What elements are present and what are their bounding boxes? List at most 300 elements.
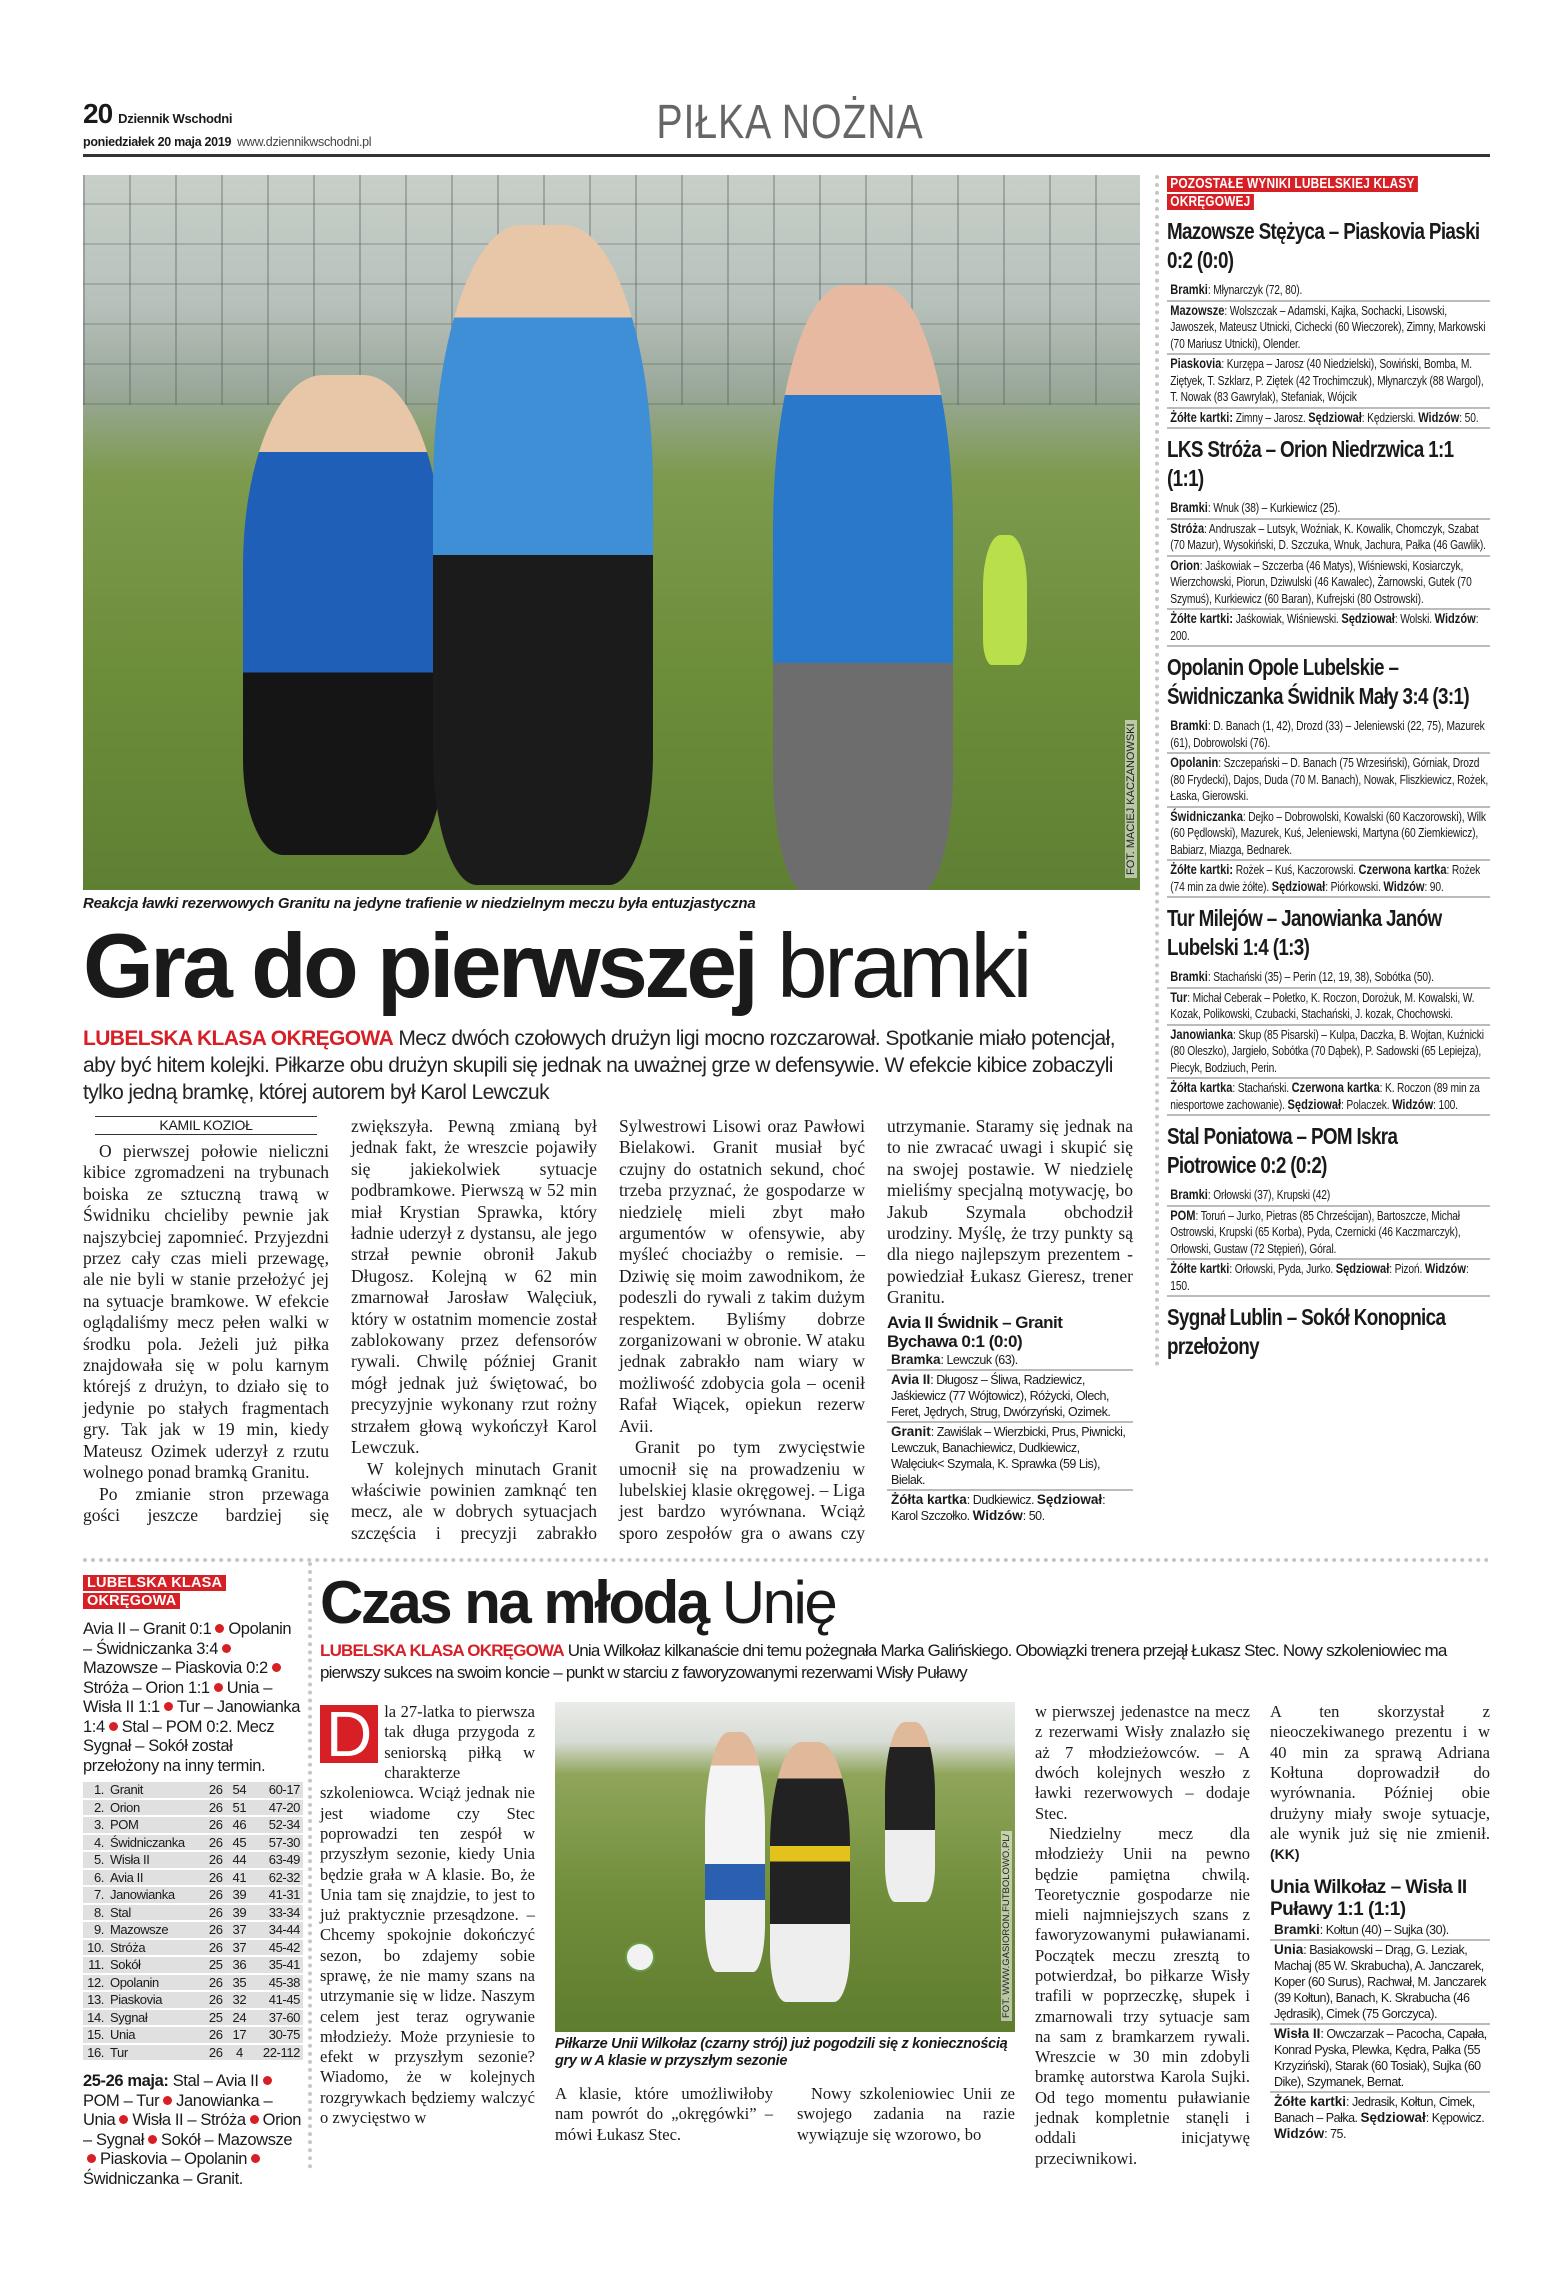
- detail-label: Widzów: [1383, 878, 1425, 894]
- bullet-dot-icon: [251, 2154, 260, 2163]
- headline-light: Unię: [707, 1569, 836, 1637]
- table-cell: Stal: [107, 1905, 204, 1921]
- match-detail-row: [1270, 1941, 1490, 2025]
- article2-headline: [320, 1568, 1490, 1638]
- fixtures-list: [83, 2072, 303, 2189]
- table-cell: 47-20: [251, 1800, 303, 1816]
- detail-text: Zimny – Jarosz.: [1233, 410, 1309, 425]
- bullet-dot-icon: [87, 2154, 96, 2163]
- match-title: Mazowsze Stężyca – Piaskovia Piaski 0:2 (0:0): [1167, 218, 1480, 273]
- detail-text: : Kędzierski.: [1361, 410, 1419, 425]
- table-cell: 35: [228, 1975, 252, 1991]
- detail-text: : Basiakowski – Drąg, G. Leziak, Machaj (85 W. Skrabucha), A. Janczarek, Koper (60 Surus), Rachwał, M. Janczarek (39 Kołtun), Banach, K. Skrabucha (46 Jędrasik), Cimek (75 Gorczyca).: [1274, 1942, 1486, 2021]
- table-cell: 6.: [83, 1870, 107, 1886]
- table-row: [83, 1887, 303, 1903]
- match-detail-row: [1167, 1207, 1490, 1261]
- bullet-dot-icon: [214, 1683, 223, 1692]
- table-cell: 51: [228, 1800, 252, 1816]
- match-detail-row: [1167, 610, 1490, 647]
- photo-credit: FOT. WWW.GASIORON.FUTBOLOWO.PL/: [1001, 1831, 1012, 2021]
- photo-credit: FOT. MACIEJ KACZANOWSKI: [1125, 720, 1137, 878]
- detail-text: : 100.: [1433, 1097, 1458, 1112]
- dateline: [83, 134, 560, 150]
- detail-text: : 90.: [1424, 879, 1444, 894]
- paragraph: Nowy szkoleniowiec Unii ze swojego zadania na razie wywiązuje się wzorowo, bo: [797, 2084, 1015, 2144]
- table-row: [83, 2010, 303, 2026]
- detail-text: : Jaśkowiak – Szczerba (46 Matys), Wiśniewski, Kosiarczyk, Wierzchowski, Piorun, Dziwulski (46 Kawalec), Żarnowski, Gutek (70 Szymuś), Kurkiewicz (60 Baran), Kufrejski (80 Ostrowski).: [1170, 558, 1472, 606]
- detail-label: Świdniczanka: [1170, 808, 1243, 824]
- detail-label: Bramki: [1170, 500, 1208, 515]
- detail-text: : 50.: [1022, 1508, 1045, 1523]
- detail-label: Orion: [1170, 557, 1200, 573]
- detail-text: : Kępowicz.: [1425, 2110, 1485, 2125]
- page-number: 20: [83, 98, 113, 129]
- table-row: [83, 1957, 303, 1973]
- table-cell: 45: [228, 1835, 252, 1851]
- list-item: Świdniczanka – Granit.: [83, 2169, 243, 2188]
- detail-label: Bramka: [891, 1351, 941, 1367]
- match-detail-row: [1167, 754, 1490, 808]
- match-detail-row: [1167, 1026, 1490, 1080]
- paragraph: A ten skorzystał z nieoczekiwanego prezentu i w 40 min za sprawą Adriana Kołtuna doprowadził do wyrównania. Później obie drużyny miały swoje sytuacje, ale wynik już się nie zmienił.: [1270, 1702, 1490, 1843]
- paragraph: Po zmianie stron przewaga gości jeszcze bardziej się zwiększyła. Pewną zmianą był jednak fakt, że wreszcie pojawiły się jakiekolwiek sytuacje podbramkowe. Pierwszą w 52 min miał Krystian Sprawka, który ładnie uderzył z dystansu, ale jego strzał pewnie obronił Jakub Długosz. Kolejną w 62 min zmarnował Jarosław Walęciuk, który w ostatnim momencie został zablokowany przez defensorów rywali. Chwilę później Granit mógł jednak już świętować, bo precyzyjnie wykonany rzut rożny strzałem głową wykończył Karol Lewczuk.: [83, 1116, 597, 1525]
- table-cell: 26: [204, 1887, 228, 1903]
- detail-label: Unia: [1274, 1941, 1304, 1957]
- detail-text: : Dudkiewicz.: [966, 1492, 1037, 1507]
- article-lead: [83, 1025, 1133, 1106]
- drop-cap: D: [320, 1705, 378, 1763]
- match-title: Unia Wilkołaz – Wisła II Puławy 1:1 (1:1): [1270, 1876, 1467, 1920]
- table-cell: 13.: [83, 1992, 107, 2008]
- page-header: [83, 96, 1490, 150]
- table-cell: 17: [228, 2027, 252, 2043]
- list-item: Avia II – Granit 0:1: [83, 1620, 212, 1639]
- results-list: [83, 1620, 303, 1776]
- lead-text: Unia Wilkołaz kilkanaście dni temu pożegnała Marka Galińskiego. Obowiązki trenera przejął Łukasz Stec. Nowy szkoleniowiec ma pierwszy sukces na swoim koncie – punkt w starciu z faworyzowanymi rezerwami Wisły Puławy: [320, 1641, 1447, 1683]
- table-cell: 62-32: [251, 1870, 303, 1886]
- match-detail-row: [1270, 2093, 1490, 2143]
- detail-label: Widzów: [1424, 1261, 1466, 1276]
- bullet-dot-icon: [164, 1702, 173, 1711]
- table-cell: 3.: [83, 1817, 107, 1833]
- table-row: [83, 1782, 303, 1798]
- table-cell: 46: [228, 1817, 252, 1833]
- detail-text: : Stachański (35) – Perin (12, 19, 38), Sobótka (50).: [1207, 970, 1434, 984]
- table-cell: 15.: [83, 2027, 107, 2043]
- lead-label: LUBELSKA KLASA OKRĘGOWA: [83, 1027, 394, 1050]
- masthead: [83, 99, 560, 150]
- table-cell: 11.: [83, 1957, 107, 1973]
- table-row: [83, 2045, 303, 2061]
- detail-label: Opolanin: [1170, 755, 1219, 770]
- table-cell: Sokół: [107, 1957, 204, 1973]
- detail-label: Bramki: [1170, 718, 1208, 733]
- table-cell: 54: [228, 1782, 252, 1798]
- article-body: [83, 1116, 1133, 1544]
- detail-text: : Kołtun (40) – Sujka (30).: [1319, 1922, 1449, 1937]
- article-headline: [83, 915, 1140, 1019]
- table-cell: 25: [204, 2010, 228, 2026]
- table-cell: Stróża: [107, 1940, 204, 1956]
- paragraph: w pierwszej jedenastce na mecz z rezerwami Wisły znalazło się aż 7 młodzieżowców. – A dwóch kolejnych weszło z ławki rezerwowych – dodaje Stec.: [1035, 1702, 1250, 1823]
- main-article: [83, 175, 1140, 1544]
- table-cell: 39: [228, 1905, 252, 1921]
- table-row: [83, 1922, 303, 1938]
- paragraph: A klasie, które umożliwiłoby nam powrót do „okręgówki” – mówi Łukasz Stec.: [555, 2084, 773, 2144]
- byline: KAMIL KOZIOŁ: [95, 1116, 317, 1135]
- detail-text: : Orłowski, Pyda, Jurko.: [1229, 1262, 1336, 1276]
- detail-label: Żółte kartki: [1170, 1261, 1230, 1276]
- table-cell: 26: [204, 1817, 228, 1833]
- match-detail-row: [1167, 968, 1490, 989]
- match-detail-row: [1167, 808, 1490, 862]
- photo-caption: Piłkarze Unii Wilkołaz (czarny strój) już pogodzili się z koniecznością gry w A klasie w przyszłym sezonie: [555, 2036, 1008, 2070]
- sidebar-tag: POZOSTAŁE WYNIKI LUBELSKIEJ KLASY OKRĘGOWEJ: [1167, 176, 1418, 210]
- detail-label: Bramki: [1170, 282, 1208, 297]
- table-cell: Wisła II: [107, 1852, 204, 1868]
- detail-label: Bramki: [1170, 1187, 1208, 1202]
- detail-text: : Rożek (74 min za dwie żółte).: [1170, 863, 1481, 894]
- issue-date: poniedziałek 20 maja 2019: [83, 135, 232, 149]
- match-result-box: [1270, 1877, 1490, 2143]
- detail-label: Sędziował: [1271, 878, 1326, 894]
- table-row: [83, 1940, 303, 1956]
- lead-label: LUBELSKA KLASA OKRĘGOWA: [320, 1641, 564, 1661]
- list-item: POM – Tur: [83, 2091, 160, 2110]
- list-item: Sokół – Mazowsze: [161, 2130, 293, 2149]
- table-cell: 41: [228, 1870, 252, 1886]
- table-cell: 26: [204, 1922, 228, 1938]
- table-cell: 26: [204, 1992, 228, 2008]
- match-detail-row: [1167, 557, 1490, 611]
- table-cell: 26: [204, 1940, 228, 1956]
- bullet-dot-icon: [250, 2115, 259, 2124]
- detail-label: Sędziował: [1287, 1096, 1342, 1112]
- sidebar-match: [1167, 653, 1490, 898]
- detail-text: : Długosz – Śliwa, Radziewicz, Jaśkiewicz (77 Wójtowicz), Różycki, Olech, Feret, Jędrych, Strug, Dwórzyński, Ozimek.: [891, 1372, 1111, 1419]
- table-cell: 26: [204, 2027, 228, 2043]
- match-detail-row: [1167, 499, 1490, 520]
- table-cell: Sygnał: [107, 2010, 204, 2026]
- headline-bold: Czas na młodą: [320, 1569, 708, 1637]
- table-cell: 63-49: [251, 1852, 303, 1868]
- detail-label: Bramki: [1274, 1921, 1320, 1937]
- detail-text: : 75.: [1324, 2126, 1346, 2141]
- table-cell: 26: [204, 1905, 228, 1921]
- table-cell: Piaskovia: [107, 1992, 204, 2008]
- list-item: Unia – Wisła II 1:1: [83, 1678, 272, 1717]
- match-detail-row: [1167, 989, 1490, 1026]
- table-cell: 60-17: [251, 1782, 303, 1798]
- paragraph: Granit po tym zwycięstwie umocnił się na prowadzeniu w lubelskiej klasie okręgowej. – Liga jest bardzo wyrównana. Wciąż sporo zespołów gra o awans czy utrzymanie. Staramy się jednak na to nie zwracać uwagi i skupić się na swojej postawie. W niedzielę mieliśmy specjalną motywację, bo Jakub Szymala obchodził urodziny. Myślę, że trzy punkty są dla niego najlepszym prezentem - powiedział Łukasz Gieresz, trener Granitu.: [619, 1116, 1133, 1543]
- site-url[interactable]: www.dziennikwschodni.pl: [237, 135, 372, 149]
- list-item: Janowianka – Unia: [83, 2091, 273, 2130]
- table-cell: 25: [204, 1957, 228, 1973]
- other-results-sidebar: [1155, 175, 1490, 1367]
- bullet-dot-icon: [263, 2076, 272, 2085]
- article2-column-3: [1035, 1702, 1250, 2169]
- detail-text: : Toruń – Jurko, Pietras (85 Chrześcijan), Bartoszcze, Michał Ostrowski, Krupski (65 Korba), Pyda, Czernicki (46 Kaczmarczyk), Orłowski, Gustaw (72 Stępień), Góral.: [1170, 1208, 1461, 1256]
- table-cell: 30-75: [251, 2027, 303, 2043]
- table-cell: 4: [228, 2045, 252, 2061]
- article2-column-1: [320, 1698, 535, 2128]
- detail-text: : Jedrasik, Kołtun, Cimek, Banach – Pałka.: [1274, 2094, 1475, 2125]
- detail-label: Tur: [1170, 989, 1188, 1005]
- table-cell: Świdniczanka: [107, 1835, 204, 1851]
- detail-label: Widzów: [1418, 409, 1460, 425]
- article2-column-2b: [797, 2084, 1015, 2145]
- detail-label: Widzów: [1434, 611, 1476, 626]
- bullet-dot-icon: [148, 2135, 157, 2144]
- detail-text: : Owczarzak – Pacocha, Capała, Konrad Pyska, Plewka, Kędra, Pałka (55 Krzyziński), Starak (60 Tosiak), Sujka (60 Dike), Szymanek, Bernat.: [1274, 2026, 1487, 2089]
- detail-text: : Wolski.: [1394, 612, 1435, 626]
- table-cell: 36: [228, 1957, 252, 1973]
- list-item: Tur – Janowianka 1:4: [83, 1698, 301, 1736]
- detail-label: Bramki: [1170, 969, 1208, 984]
- table-cell: 39: [228, 1887, 252, 1903]
- detail-label: Wisła II: [1274, 2025, 1321, 2041]
- detail-label: Avia II: [891, 1371, 931, 1387]
- table-row: [83, 1905, 303, 1921]
- list-item: Piaskovia – Opolanin: [100, 2150, 248, 2169]
- detail-text: Jaśkowiak, Wiśniewski.: [1233, 612, 1342, 626]
- table-cell: 4.: [83, 1835, 107, 1851]
- list-item: Opolanin – Świdniczanka 3:4: [83, 1620, 292, 1658]
- detail-label: Żółte kartki:: [1170, 409, 1234, 425]
- detail-label: Widzów: [1274, 2125, 1325, 2141]
- table-cell: Janowianka: [107, 1887, 204, 1903]
- match-detail-row: [887, 1351, 1133, 1371]
- newspaper-name: Dziennik Wschodni: [118, 111, 233, 126]
- match-detail-row: [887, 1371, 1133, 1423]
- match-detail-row: [1167, 355, 1490, 409]
- table-cell: 26: [204, 1870, 228, 1886]
- match-detail-row: [1167, 1260, 1490, 1297]
- sidebar-match: [1167, 1303, 1490, 1361]
- detail-text: : D. Banach (1, 42), Drozd (33) – Jeleniewski (22, 75), Mazurek (61), Dobrowolski (76).: [1170, 719, 1485, 750]
- match-detail-row: [887, 1423, 1133, 1491]
- section-title: PIŁKA NOŻNA: [656, 96, 924, 149]
- headline-light: bramki: [755, 916, 1030, 1017]
- table-cell: 52-34: [251, 1817, 303, 1833]
- detail-text: : Młynarczyk (72, 80).: [1207, 283, 1303, 297]
- match-action-photo: [555, 1702, 1015, 2032]
- detail-label: Żółte kartki:: [1170, 611, 1234, 626]
- list-item: Stal – POM 0:2. Mecz Sygnał – Sokół został przełożony na inny termin.: [83, 1717, 275, 1775]
- match-detail-row: [1167, 1079, 1490, 1116]
- detail-label: Żółte kartki:: [1170, 862, 1234, 877]
- sidebar-match: [1167, 435, 1490, 647]
- table-cell: 9.: [83, 1922, 107, 1938]
- paragraph: O pierwszej połowie nieliczni kibice zgromadzeni na trybunach boiska ze sztuczną trawą w Świdniku chcieliby pewnie jak najszybciej zapomnieć. Przyjezdni przez cały czas mieli przewagę, ale nie byli w stanie przełożyć jej na sytuacje bramkowe. W efekcie oglądaliśmy mecz pełen walki w środku pola. Jeżeli już piłka znajdowała się w polu karnym którejś z drużyn, to działo się to jedynie po stałych fragmentach gry. Tak jak w 19 min, kiedy Mateusz Ozimek uderzył z rzutu wolnego ponad bramką Granitu.: [83, 1141, 329, 1483]
- table-cell: 37: [228, 1940, 252, 1956]
- table-cell: Tur: [107, 2045, 204, 2061]
- match-detail-row: [1167, 409, 1490, 430]
- match-detail-row: [1167, 1186, 1490, 1207]
- detail-text: : K. Roczon (89 min za niesportowe zachowanie).: [1170, 1081, 1480, 1112]
- table-cell: POM: [107, 1817, 204, 1833]
- match-detail-row: [1167, 861, 1490, 898]
- detail-text: : Dejko – Dobrowolski, Kowalski (60 Kaczorowski), Wilk (60 Pędlowski), Mazurek, Kuś, Jeleniewski, Martyna (60 Ziemkiewicz), Babiarz, Miazga, Bednarek.: [1170, 809, 1486, 857]
- lead-text: Mecz dwóch czołowych drużyn ligi mocno rozczarował. Spotkanie miało potencjał, aby być hitem kolejki. Piłkarze obu drużyn skupili się jednak na uważnej grze w defensywie. W efekcie kibice zobaczyli tylko jedną bramkę, której autorem był Karol Lewczuk: [83, 1027, 1115, 1104]
- photo-caption: Reakcja ławki rezerwowych Granitu na jedyne trafienie w niedzielnym meczu była entuzjastyczna: [83, 895, 756, 912]
- detail-label: Mazowsze: [1170, 302, 1225, 318]
- detail-label: Żółta kartka: [891, 1491, 967, 1507]
- table-cell: 35-41: [251, 1957, 303, 1973]
- match-detail-row: [1167, 717, 1490, 754]
- table-cell: Opolanin: [107, 1975, 204, 1991]
- table-cell: 34-44: [251, 1922, 303, 1938]
- table-cell: 32: [228, 1992, 252, 2008]
- table-cell: 12.: [83, 1975, 107, 1991]
- detail-text: : Polaczek.: [1341, 1097, 1393, 1112]
- table-cell: 44: [228, 1852, 252, 1868]
- second-article: [308, 1562, 1490, 2169]
- paragraph: la 27-latka to pierwsza tak długa przygoda z seniorską piłką w charakterze szkoleniowca. Wciąż jednak nie jest wiadome czy Stec poprowadzi ten zespół w przyszłym sezonie, kiedy Unia będzie grała w A klasie. Bo, że Unia tam się znajdzie, to jest to już praktycznie przesądzone. – Chcemy spokojnie dokończyć sezon, bo zdajemy sobie sprawę, że nie mamy szans na utrzymanie się w lidze. Naszym celem jest teraz ogrywanie młodzieży. Może przyniesie to efekt w przyszłym sezonie? Wiadomo, że w kolejnych rozgrywkach będziemy walczyć o zwycięstwo w: [320, 1702, 535, 2128]
- table-cell: Unia: [107, 2027, 204, 2043]
- bullet-dot-icon: [222, 1644, 231, 1653]
- list-item: Stal – Avia II: [172, 2072, 259, 2091]
- table-cell: 16.: [83, 2045, 107, 2061]
- sidebar-match: [1167, 217, 1490, 429]
- table-cell: 26: [204, 2045, 228, 2061]
- table-cell: 41-45: [251, 1992, 303, 2008]
- match-detail-row: [1167, 520, 1490, 557]
- table-cell: 5.: [83, 1852, 107, 1868]
- detail-label: POM: [1170, 1207, 1196, 1223]
- table-cell: 26: [204, 1782, 228, 1798]
- match-title: Opolanin Opole Lubelskie – Świdniczanka Świdnik Mały 3:4 (3:1): [1167, 654, 1469, 709]
- detail-label: Czerwona kartka: [1291, 1080, 1380, 1095]
- table-cell: 26: [204, 1975, 228, 1991]
- detail-label: Piaskovia: [1170, 356, 1222, 371]
- match-detail-row: [1270, 1921, 1490, 1941]
- bullet-dot-icon: [215, 1624, 224, 1633]
- article2-column-4: [1270, 1702, 1490, 2142]
- table-cell: 45-38: [251, 1975, 303, 1991]
- detail-text: : Szczepański – D. Banach (75 Wrzesiński), Górniak, Drozd (80 Frydecki), Dajos, Duda (70 M. Banach), Nowak, Fliszkiewicz, Rożek, Łaska, Gierowski.: [1170, 756, 1489, 803]
- detail-text: : Wnuk (38) – Kurkiewicz (25).: [1207, 501, 1341, 515]
- league-table: [83, 1780, 303, 2062]
- table-row: [83, 2027, 303, 2043]
- match-title: Avia II Świdnik – Granit Bychawa 0:1 (0:0): [887, 1312, 1063, 1351]
- table-cell: 45-42: [251, 1940, 303, 1956]
- sidebar-match: [1167, 904, 1490, 1116]
- detail-label: Czerwona kartka: [1358, 862, 1447, 877]
- detail-text: : Wolszczak – Adamski, Kajka, Sochacki, Lisowski, Jawoszek, Mateusz Utnicki, Cichecki (60 Wieczorek), Zimny, Markowski (70 Mariusz Utnicki), Olender.: [1170, 303, 1486, 351]
- detail-label: Stróża: [1170, 520, 1205, 536]
- detail-text: : 150.: [1170, 1262, 1469, 1293]
- list-item: Stróża – Orion 1:1: [83, 1678, 210, 1697]
- detail-label: Widzów: [972, 1507, 1023, 1523]
- table-cell: 37-60: [251, 2010, 303, 2026]
- detail-label: Żółta kartka: [1170, 1080, 1233, 1095]
- detail-text: : 200.: [1170, 612, 1479, 643]
- detail-label: Sędziował: [1308, 409, 1362, 425]
- list-item: Wisła II – Stróża: [132, 2111, 246, 2130]
- table-cell: 14.: [83, 2010, 107, 2026]
- detail-label: Sędziował: [1341, 611, 1395, 626]
- table-cell: Avia II: [107, 1870, 204, 1886]
- paragraph: Niedzielny mecz dla młodzieży Unii na pewno będzie pamiętna chwilą. Teoretycznie gospodarze nie mieli najmniejszych szans z faworyzowanymi puławianami. Początek meczu zresztą to potwierdzał, bo piłkarze Wisły trafili w poprzeczkę, słupek i zmarnowali trzy sytuacje sam na sam z bramkarzem rywali. Wreszcie w 30 min zdobyli bramkę autorstwa Karola Sujki. Od tego momentu puławianie jednak kompletnie stanęli i oddali inicjatywę przeciwnikowi.: [1035, 1823, 1250, 2168]
- match-detail-row: [887, 1491, 1133, 1525]
- detail-label: Sędziował: [1360, 2109, 1426, 2125]
- bullet-dot-icon: [119, 2115, 128, 2124]
- table-cell: Granit: [107, 1782, 204, 1798]
- detail-text: : Pizoń.: [1389, 1262, 1425, 1276]
- sidebar-match: [1167, 1122, 1490, 1297]
- table-cell: 1.: [83, 1782, 107, 1798]
- list-item: Mazowsze – Piaskovia 0:2: [83, 1659, 268, 1678]
- table-cell: 24: [228, 2010, 252, 2026]
- match-detail-row: [1270, 2025, 1490, 2093]
- detail-label: Widzów: [1392, 1096, 1434, 1112]
- list-item: Orion – Sygnał: [83, 2111, 302, 2149]
- detail-text: : Karol Szczołko.: [891, 1492, 1106, 1523]
- detail-text: : Skup (85 Pisarski) – Kulpa, Daczka, B. Wojtan, Kuźnicki (80 Oleszko), Jargieło, Sobótka (70 Dąbek), P. Sadowski (65 Lepiejza), Piecyk, Bodziuch, Perin.: [1170, 1027, 1484, 1075]
- header-rule: [83, 154, 1490, 157]
- table-row: [83, 1800, 303, 1816]
- detail-text: : Michał Ceberak – Połetko, K. Roczon, Dorożuk, M. Kowalski, W. Kozak, Polikowski, Czubacki, Stachański, J. kozak, Chochowski.: [1170, 990, 1475, 1021]
- match-title: Tur Milejów – Janowianka Janów Lubelski 1:4 (1:3): [1167, 905, 1442, 960]
- table-row: [83, 1817, 303, 1833]
- article2-lead: [320, 1640, 1490, 1684]
- detail-text: : Kurzępa – Jarosz (40 Niedzielski), Sowiński, Bomba, M. Ziętyek, T. Szklarz, P. Ziętek (42 Trochimczuk), Młynarczyk (88 Wargol), T. Nowak (83 Gawrylak), Stefaniak, Wójcik: [1170, 357, 1484, 404]
- bench-celebration-photo: [83, 175, 1140, 890]
- match-detail-row: [1167, 302, 1490, 356]
- match-title: Sygnał Lublin – Sokół Konopnica przełożony: [1167, 1304, 1446, 1359]
- detail-text: : Andruszak – Lutsyk, Woźniak, K. Kowalik, Chomczyk, Szabat (70 Mazur), Wysokiński, D. Szczuka, Wnuk, Jachura, Pałka (46 Gawlik).: [1170, 521, 1486, 552]
- table-cell: 57-30: [251, 1835, 303, 1851]
- table-cell: 37: [228, 1922, 252, 1938]
- paragraph: W kolejnych minutach Granit właściwie powinien zamknąć ten mecz, ale w dobrych sytuacjach szczęścia i precyzji zabrakło Sylwestrowi Lisowi oraz Pawłowi Bielakowi. Granit musiał być czujny do ostatnich sekund, choć trzeba przyznać, że gospodarze w niedzielę mieli zbyt mało argumentów w ofensywie, aby myśleć chociażby o remisie. – Dziwię się moim zawodnikom, że podeszli do rywali z takim dużym respektem. Byliśmy dobrze zorganizowani w obronie. W ataku jednak zabrakło nam wiary w możliwość zdobycia gola – ocenił Rafał Wiącek, opiekun rezerw Avii.: [351, 1116, 865, 1543]
- detail-label: Granit: [891, 1423, 931, 1439]
- match-result-box: [887, 1313, 1133, 1525]
- detail-text: : 50.: [1459, 410, 1479, 425]
- table-cell: 8.: [83, 1905, 107, 1921]
- detail-text: : Piórkowski.: [1325, 879, 1384, 894]
- headline-bold: Gra do pierwszej: [83, 916, 756, 1017]
- match-title: LKS Stróża – Orion Niedrzwica 1:1 (1:1): [1167, 436, 1454, 491]
- bullet-dot-icon: [163, 2096, 172, 2105]
- table-cell: Orion: [107, 1800, 204, 1816]
- table-cell: 41-31: [251, 1887, 303, 1903]
- league-tag: LUBELSKA KLASA OKRĘGOWA: [83, 1575, 226, 1609]
- detail-text: : Orłowski (37), Krupski (42): [1207, 1188, 1331, 1202]
- table-cell: 10.: [83, 1940, 107, 1956]
- table-cell: 33-34: [251, 1905, 303, 1921]
- table-row: [83, 1835, 303, 1851]
- detail-label: Janowianka: [1170, 1026, 1234, 1042]
- table-cell: Mazowsze: [107, 1922, 204, 1938]
- table-row: [83, 1975, 303, 1991]
- table-cell: 7.: [83, 1887, 107, 1903]
- article2-column-2a: [555, 2084, 773, 2145]
- match-title: Stal Poniatowa – POM Iskra Piotrowice 0:2 (0:2): [1167, 1123, 1398, 1178]
- table-row: [83, 1852, 303, 1868]
- table-cell: 26: [204, 1835, 228, 1851]
- league-panel: [83, 1562, 303, 2189]
- bullet-dot-icon: [272, 1663, 281, 1672]
- table-cell: 22-112: [251, 2045, 303, 2061]
- detail-label: Żółte kartki: [1274, 2093, 1347, 2109]
- table-row: [83, 1992, 303, 2008]
- bullet-dot-icon: [109, 1722, 118, 1731]
- match-detail-row: [1167, 281, 1490, 302]
- detail-text: Rożek – Kuś, Kaczorowski.: [1233, 863, 1359, 877]
- table-cell: 2.: [83, 1800, 107, 1816]
- detail-label: Sędziował: [1335, 1261, 1390, 1276]
